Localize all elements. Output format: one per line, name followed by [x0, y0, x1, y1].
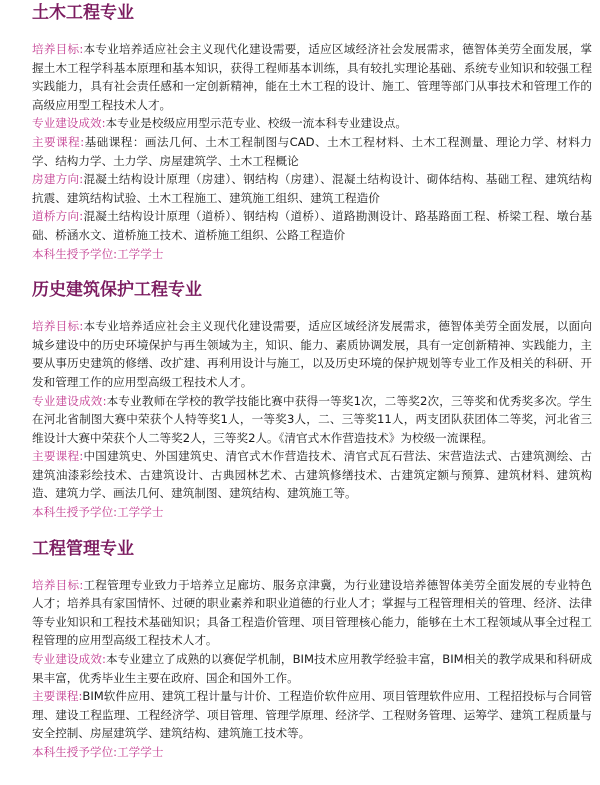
major-title: 历史建筑保护工程专业 — [32, 280, 202, 301]
degree-value: 工学学士 — [117, 505, 164, 520]
goal-paragraph — [10, 576, 592, 650]
course-text: BIM软件应用、建筑工程计量与计价、工程造价软件应用、项目管理软件应用、工程招投标与合同管理、建设工程监理、工程经济学、项目管理、管理学原理、经济学、工程财务管理、运筹学、建筑工程质量与安全控制、房屋建筑学、建筑结构、建筑施工技术等。 — [32, 689, 592, 741]
major-section-heritage — [10, 277, 592, 522]
degree-value: 工学学士 — [117, 745, 164, 759]
result-text: 本专业建立了成熟的以赛促学机制，BIM技术应用教学经验丰富，BIM相关的教学成果和科研成果丰富，优秀毕业生主要在政府、国企和国外工作。 — [32, 652, 592, 685]
goal-paragraph — [10, 317, 592, 391]
degree-label: 本科生授予学位: — [32, 246, 118, 261]
degree-value: 工学学士 — [117, 246, 164, 261]
goal-text: 本专业培养适应社会主义现代化建设需要，适应区域经济发展需求，德智体美劳全面发展，以面向城乡建设中的历史环境保护与再生领域为主，知识、能力、素质协调发展，具有一定创新精神、实践能力，主要从事历史建筑的修缮、改扩建、再利用设计与施工，以及历史环境的保护规划等专业工作及相关的科研、开发和管理工作的应用型高级工程技术人才。 — [32, 319, 592, 389]
result-label: 专业建设成效: — [32, 393, 107, 408]
major-title: 土木工程专业 — [32, 3, 134, 23]
course-text: 基础课程：画法几何、土木工程制图与CAD、土木工程材料、土木工程测量、理论力学、材料力学、结构力学、土力学、房屋建筑学、土木工程概论 — [32, 134, 592, 168]
result-paragraph — [10, 650, 592, 687]
goal-paragraph — [10, 40, 592, 114]
course-label: 主要课程: — [32, 449, 84, 464]
road-direction-label: 道桥方向: — [32, 209, 84, 224]
goal-label: 培养目标: — [32, 577, 84, 592]
degree-line — [10, 245, 592, 264]
course-text: 中国建筑史、外国建筑史、清官式木作营造技术、清官式瓦石营法、宋营造法式、古建筑测绘、古建筑油漆彩绘技术、古建筑设计、古典园林艺术、古建筑修缮技术、古建筑定额与预算、建筑材料、建筑构造、建筑力学、画法几何、建筑制图、建筑结构、建筑施工等。 — [32, 449, 592, 501]
result-label: 专业建设成效: — [32, 116, 106, 131]
course-paragraph — [10, 447, 592, 503]
result-label: 专业建设成效: — [32, 652, 106, 667]
course-paragraph — [10, 133, 592, 170]
degree-label: 本科生授予学位: — [32, 505, 118, 520]
major-section-civil — [10, 0, 592, 263]
house-direction-label: 房建方向: — [32, 172, 84, 187]
result-text: 本专业教师在学校的教学技能比赛中获得一等奖1次，二等奖2次，三等奖和优秀奖多次。学生在河北省制图大赛中荣获个人特等奖1人，一等奖3人，二、三等奖11人，两支团队获团体二等奖，河北省三维设计大赛中荣获个人二等奖2人，三等奖2人。《清官式木作营造技术》为校级一流课程。 — [32, 393, 592, 445]
goal-label: 培养目标: — [32, 319, 84, 334]
goal-label: 培养目标: — [32, 42, 84, 56]
goal-text: 本专业培养适应社会主义现代化建设需要，适应区域经济社会发展需求，德智体美劳全面发展，掌握土木工程学科基本原理和基本知识，获得工程师基本训练，具有较扎实理论基础、系统专业知识和较强工程实践能力，具有社会责任感和一定创新精神，能在土木工程的设计、施工、管理等部门从事技术和管理工作的高级应用型工程技术人才。 — [32, 42, 592, 112]
major-section-engineering-management — [10, 536, 592, 762]
goal-text: 工程管理专业致力于培养立足廊坊、服务京津冀，为行业建设培养德智体美劳全面发展的专业特色人才；培养具有家国情怀、过硬的职业素养和职业道德的行业人才；掌握与工程管理相关的管理、经济、法律等专业知识和工程技术基础知识；具备工程造价管理、项目管理核心能力，能够在土木工程领域从事全过程工程管理的应用型高级工程技术人才。 — [32, 577, 592, 648]
degree-label: 本科生授予学位: — [32, 745, 118, 759]
house-direction-text: 混凝土结构设计原理（房建）、钢结构（房建）、混凝土结构设计、砌体结构、基础工程、建筑结构抗震、建筑结构试验、土木工程施工、建筑施工组织、建筑工程造价 — [32, 172, 592, 205]
course-label: 主要课程: — [32, 134, 85, 149]
course-label: 主要课程: — [32, 689, 83, 704]
major-title: 工程管理专业 — [32, 538, 134, 559]
degree-line — [10, 503, 592, 522]
road-direction-paragraph — [10, 207, 592, 244]
house-direction-paragraph — [10, 170, 592, 207]
degree-line — [10, 743, 592, 762]
result-text: 本专业是校级应用型示范专业、校级一流本科专业建设点。 — [105, 116, 407, 131]
result-paragraph — [10, 114, 592, 133]
road-direction-text: 混凝土结构设计原理（道桥）、钢结构（道桥）、道路勘测设计、路基路面工程、桥梁工程、墩台基础、桥涵水文、道桥施工技术、道桥施工组织、公路工程造价 — [32, 209, 592, 242]
course-paragraph — [10, 687, 592, 743]
result-paragraph — [10, 392, 592, 448]
